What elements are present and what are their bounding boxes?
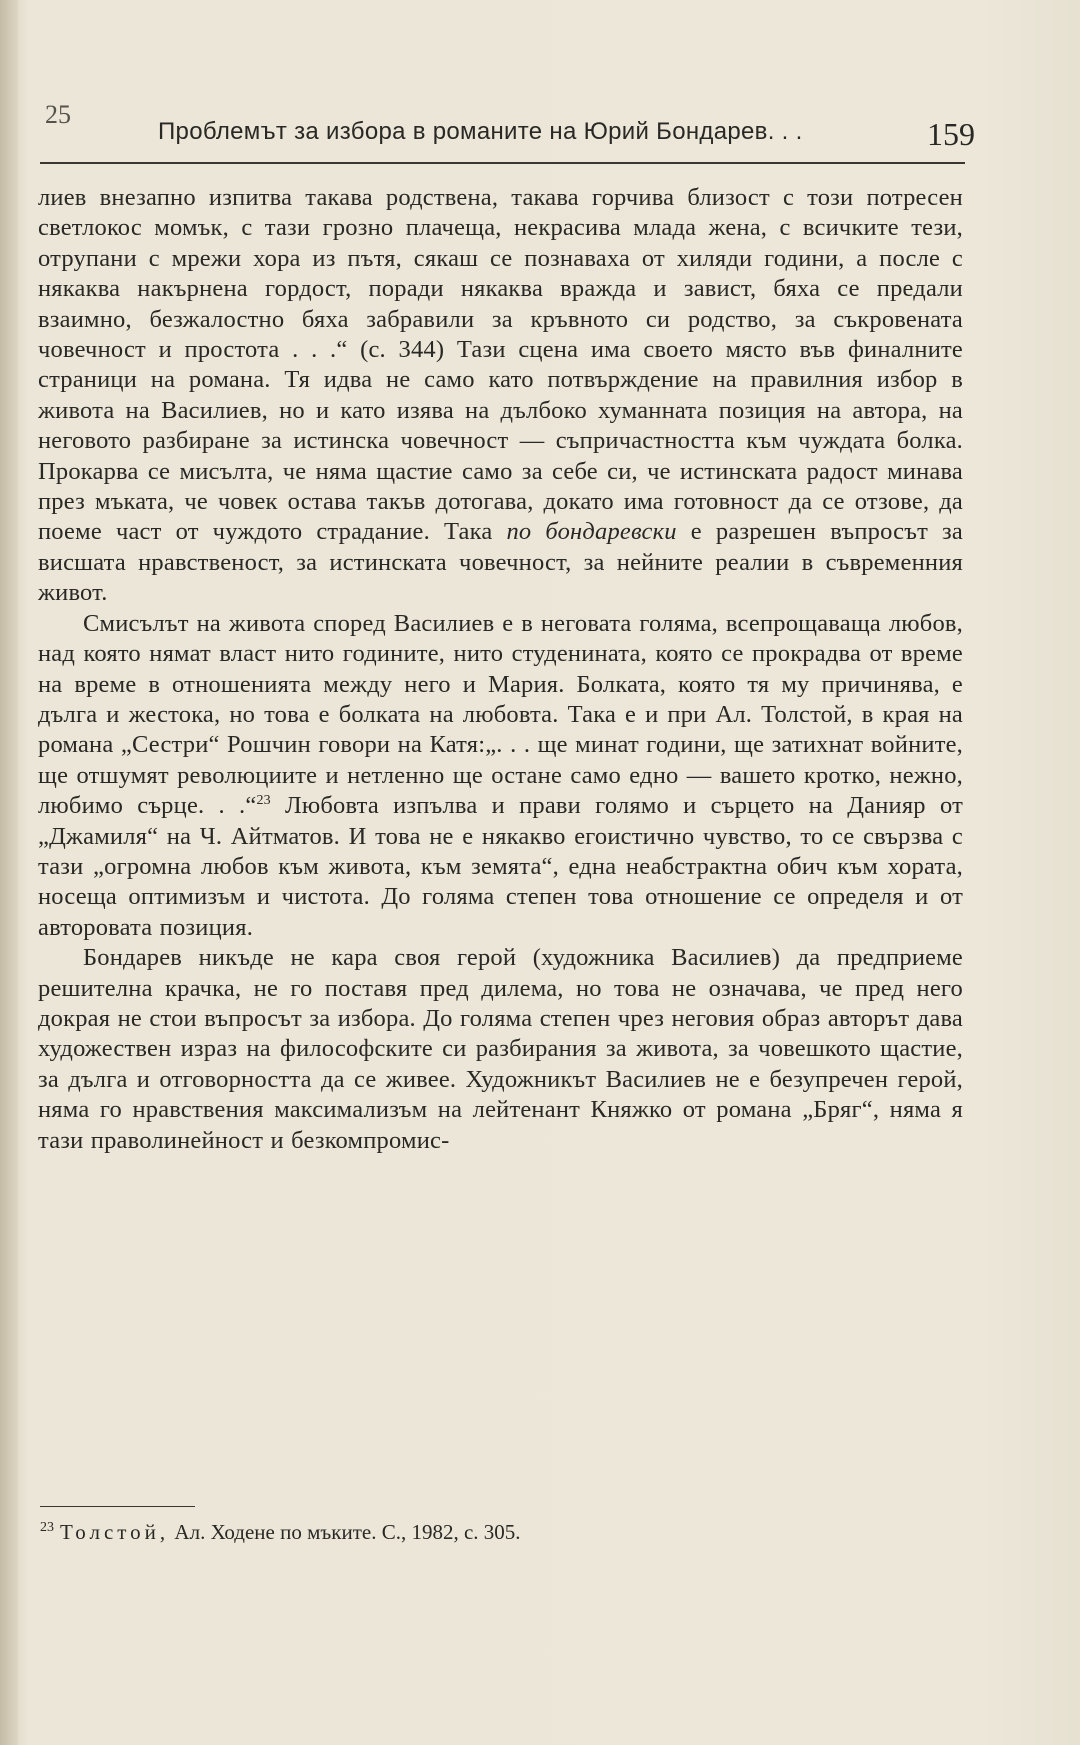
paragraph-text: Бондарев никъде не кара своя герой (художника Василиев) да предприеме решителна крачка, не го поставя пред дилема, но това не означава, че пред него докрая не стои въпросът за избора. До голяма степен чрез неговия образ авторът дава художествен израз на философските си разбирания за живота, за човешкото щастие, за дълга и отговорността да се живее. Художникът Василиев не е безупречен герой, няма го нравствения максимализъм на лейтенант Княжко от романа „Бряг“, няма я тази праволинейност и безкомпромис- bbox=[38, 944, 963, 1154]
header-left-number: 25 bbox=[45, 100, 71, 129]
header-rule bbox=[40, 162, 965, 164]
emphasis-text: по бондаревски bbox=[506, 518, 677, 546]
page-number: 159 bbox=[927, 116, 975, 152]
paragraph-2 bbox=[38, 609, 963, 943]
page-header bbox=[40, 100, 975, 152]
binding-edge bbox=[0, 0, 18, 1745]
footnote-reference: 23 bbox=[256, 792, 271, 808]
paragraph-3 bbox=[38, 943, 963, 1156]
paragraph-text: Смисълът на живота според Василиев е в неговата голяма, всепрощаваща любов, над която нямат власт нито годините, нито студенината, която се прокрадва от време на време в отношенията между него и Мария. Болката, която тя му причинява, е дълга и жестока, но това е болката на любовта. Така е и при Ал. Толстой, в края на романа „Сестри“ Рошчин говори на Катя:„. . . ще минат години, ще затихнат войните, ще отшумят революциите и нетленно ще остане само едно — вашето кротко, нежно, любимо сърце. . .“ bbox=[38, 609, 963, 820]
running-title: Проблемът за избора в романите на Юрий Бондарев. . . bbox=[158, 118, 803, 145]
footnote-author: Толстой, bbox=[60, 1520, 170, 1544]
body-text bbox=[38, 183, 963, 1156]
paragraph-text: Любовта изпълва и прави голямо и сърцето на Данияр от „Джамиля“ на Ч. Айтматов. И това не е някакво егоистично чувство, то се свързва с тази „огромна любов към живота, към земята“, една неабстрактна обич към хората, носеща оптимизъм и чистота. До голяма степен това отношение се определя и от авторовата позиция. bbox=[38, 792, 963, 941]
footnote bbox=[40, 1515, 940, 1545]
footnote-citation: Ал. Ходене по мъките. С., 1982, с. 305. bbox=[169, 1520, 521, 1544]
paragraph-1 bbox=[38, 183, 963, 609]
footnote-rule bbox=[40, 1506, 195, 1507]
paragraph-text: лиев внезапно изпитва такава родствена, такава горчива близост с този потресен светлокос момък, с тази грозно плачеща, некрасива млада жена, с всичките тези, отрупани с мрежи хора из пътя, сякаш се познаваха от хиляди години, а после с някаква накърнена гордост, поради някаква вражда и завист, бяха се предали взаимно, безжалостно бяха забравили за кръвното си родство, за съкровената човечност и простота . . .“ (с. 344) Тази сцена има своето място във финалните страници на романа. Тя идва не само като потвърждение на правилния избор в живота на Василиев, но и като изява на дълбоко хуманната позиция на автора, на неговото разбиране за истинска човечност — съпричастността към чуждата болка. Прокарва се мисълта, че няма щастие само за себе си, че истинската радост минава през мъката, че човек остава такъв дотогава, докато има готовност да се отзове, да поеме част от чуждото страдание. Така bbox=[38, 184, 963, 546]
paragraph-text: е разрешен въпросът за висшата нравственост, за истинската човечност, за нейните реалии в съвременния живот. bbox=[38, 518, 963, 607]
footnote-mark: 23 bbox=[40, 1520, 54, 1535]
